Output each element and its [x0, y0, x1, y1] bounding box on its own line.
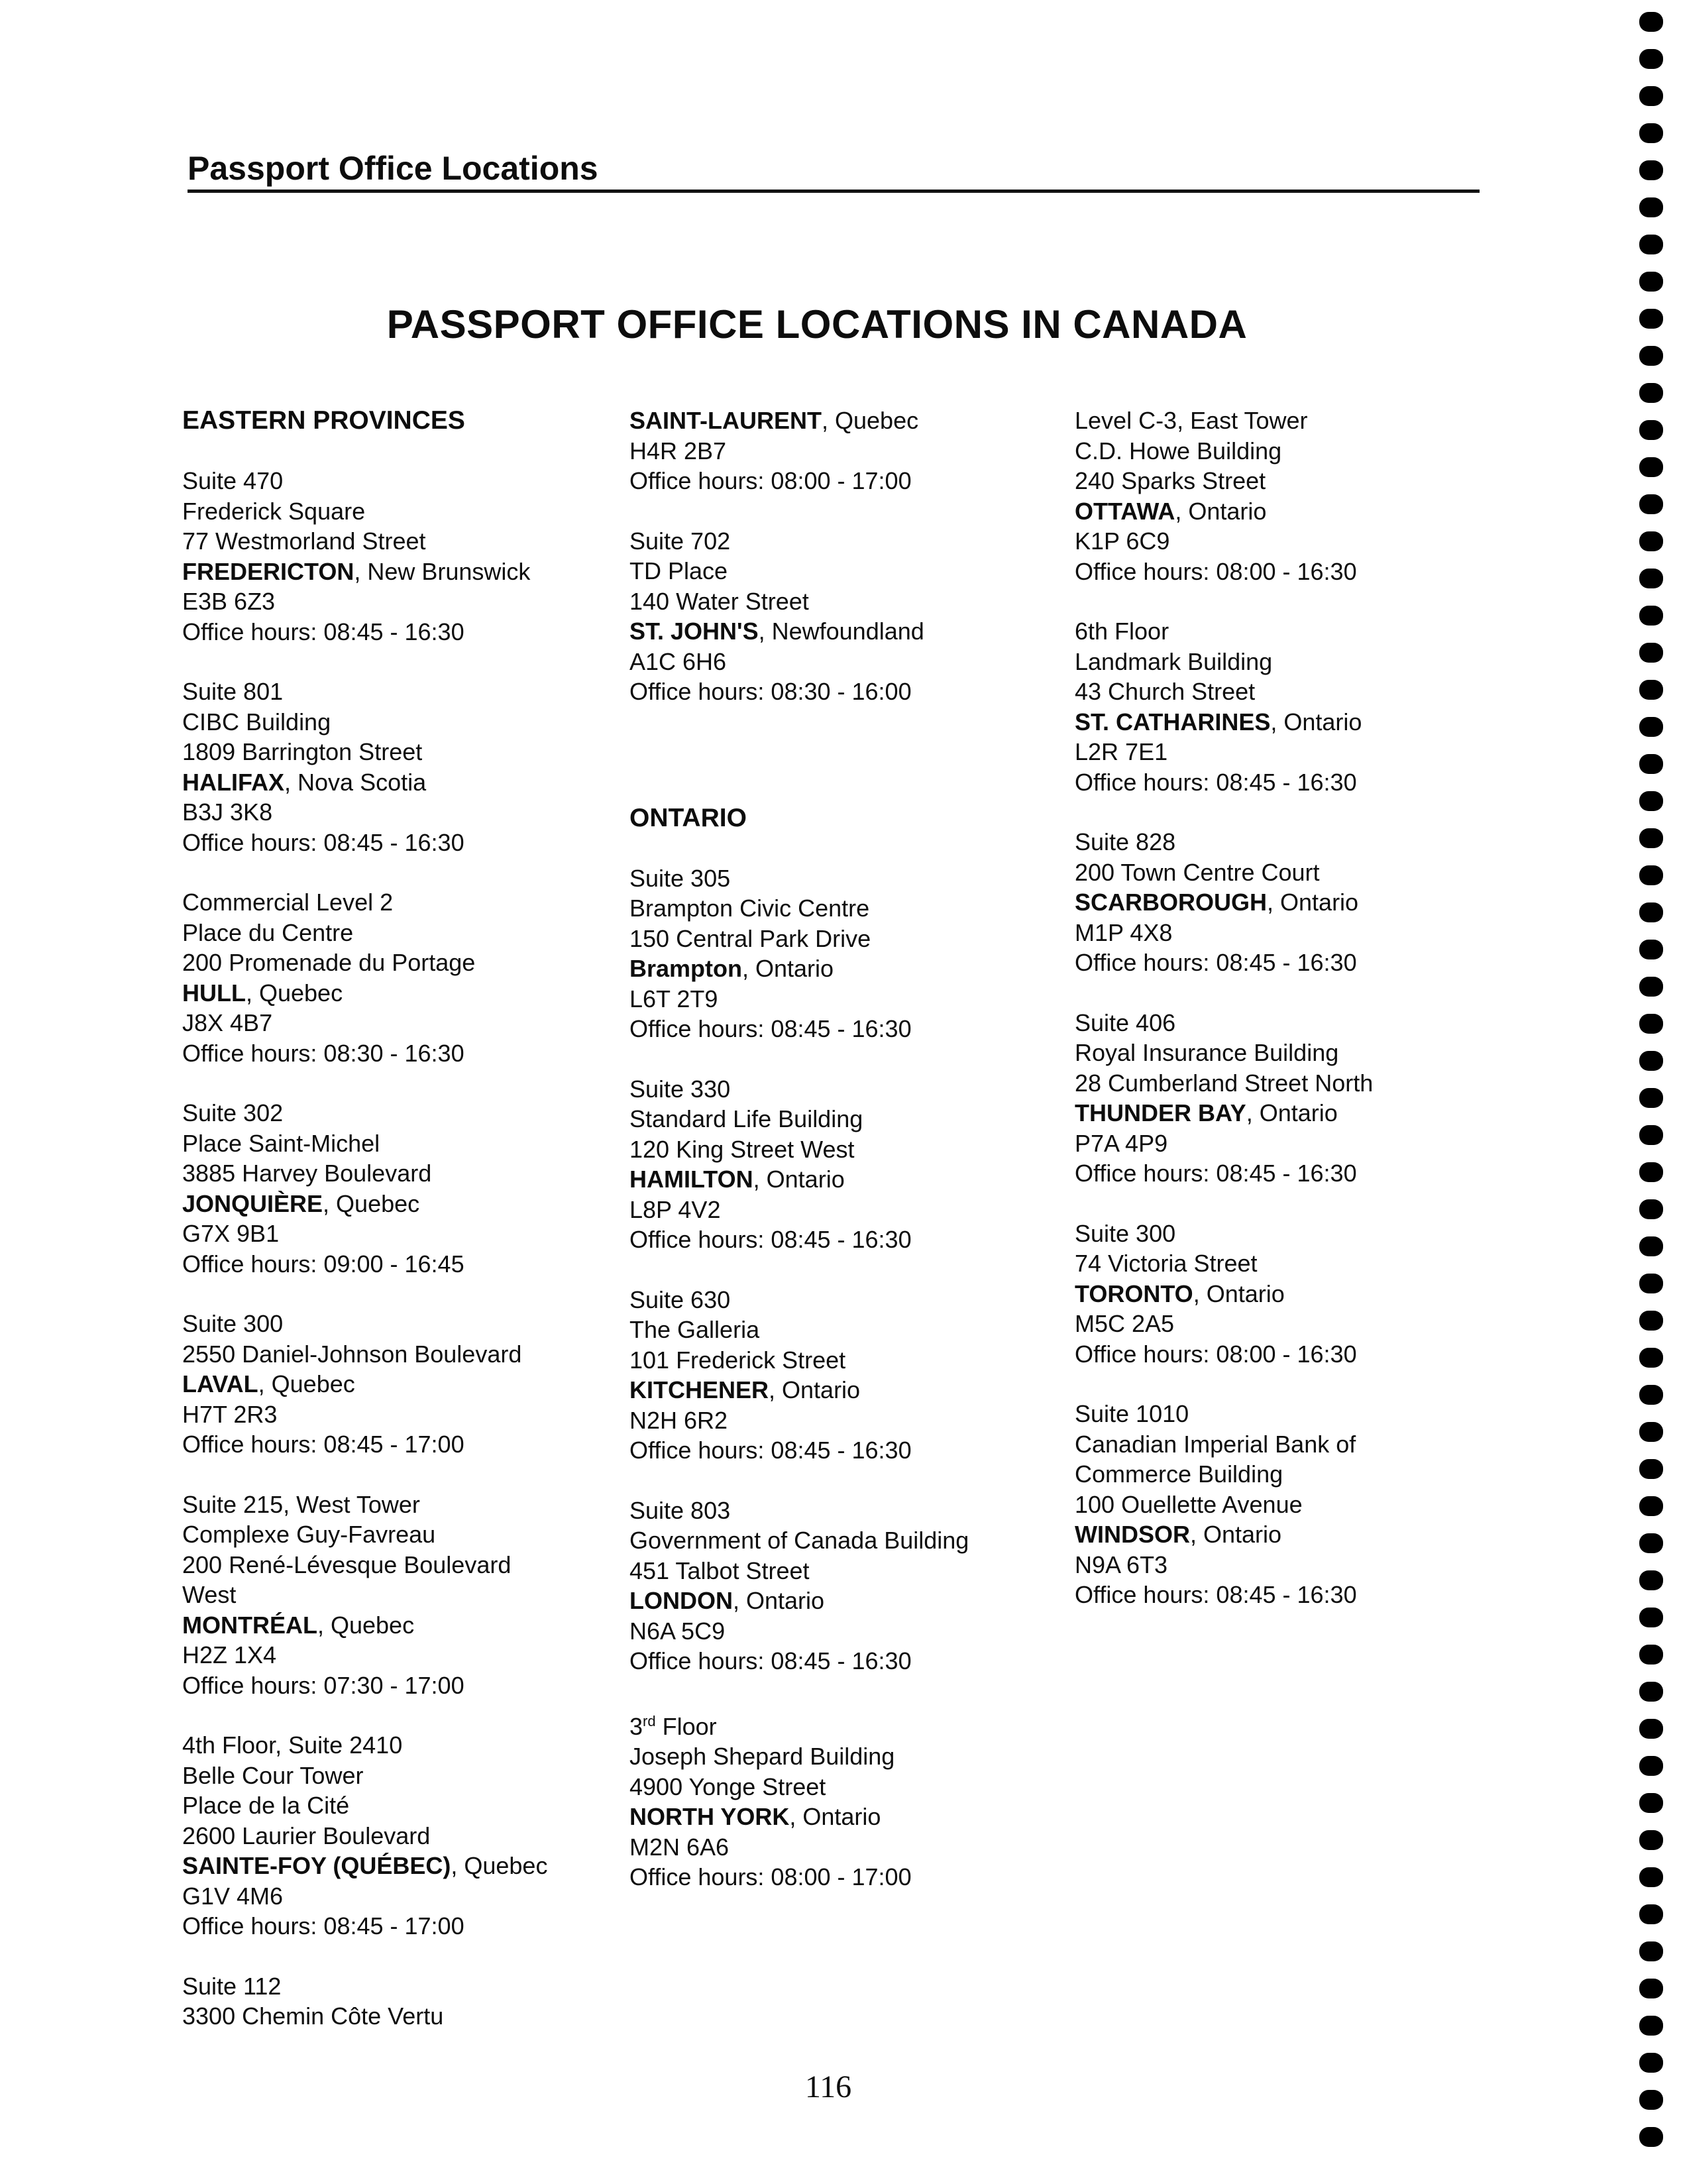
province-name: , Quebec — [258, 1370, 355, 1397]
city-province-line — [182, 1369, 620, 1399]
city-name: ST. JOHN'S — [629, 618, 759, 645]
office-hours: Office hours: 08:45 - 16:30 — [629, 1437, 912, 1464]
binding-hole — [1639, 977, 1663, 997]
office-list — [1075, 406, 1512, 1610]
binding-hole — [1639, 1422, 1663, 1442]
city-name: LAVAL — [182, 1370, 258, 1397]
office-entry — [182, 1490, 620, 1701]
postal-code: N6A 5C9 — [629, 1617, 726, 1645]
office-hours: Office hours: 08:45 - 16:30 — [629, 1226, 912, 1253]
binding-hole — [1639, 1051, 1663, 1071]
address-floor — [629, 1706, 1067, 1742]
binding-hole — [1639, 1199, 1663, 1219]
binding-hole — [1639, 865, 1663, 885]
address-line: 101 Frederick Street — [629, 1346, 846, 1374]
address-line: 1809 Barrington Street — [182, 738, 423, 765]
postal-code: L8P 4V2 — [629, 1195, 721, 1223]
binding-hole — [1639, 1533, 1663, 1553]
office-entry — [1075, 1219, 1512, 1370]
address-line: 120 King Street West — [629, 1135, 855, 1163]
postal-code: L2R 7E1 — [1075, 738, 1168, 765]
office-hours: Office hours: 08:00 - 17:00 — [629, 467, 912, 494]
city-name: SAINTE-FOY (QUÉBEC) — [182, 1852, 451, 1879]
binding-hole — [1639, 2053, 1663, 2073]
office-entry — [1075, 827, 1512, 978]
binding-hole — [1639, 1867, 1663, 1887]
office-entry — [629, 1706, 1067, 1892]
binding-hole — [1639, 160, 1663, 180]
binding-hole — [1639, 383, 1663, 403]
province-name: , Quebec — [317, 1611, 415, 1639]
address-line: Complexe Guy-Favreau — [182, 1521, 436, 1548]
province-name: , Ontario — [733, 1587, 825, 1614]
office-hours: Office hours: 08:45 - 16:30 — [182, 828, 464, 856]
address-line: CIBC Building — [182, 708, 331, 736]
address-line: Standard Life Building — [629, 1105, 863, 1132]
postal-code: N9A 6T3 — [1075, 1551, 1168, 1578]
office-hours: Office hours: 08:30 - 16:30 — [182, 1039, 464, 1067]
office-entry — [182, 1971, 620, 2032]
postal-code: H7T 2R3 — [182, 1400, 278, 1428]
address-line: 3300 Chemin Côte Vertu — [182, 2002, 444, 2030]
page-number: 116 — [804, 2069, 852, 2104]
section-heading-ontario: ONTARIO — [629, 803, 747, 832]
city-name: SCARBOROUGH — [1075, 889, 1268, 916]
binding-hole — [1639, 86, 1663, 106]
postal-code: J8X 4B7 — [182, 1009, 273, 1036]
office-hours: Office hours: 08:45 - 16:30 — [182, 618, 464, 645]
binding-hole — [1639, 1236, 1663, 1256]
binding-hole — [1639, 1979, 1663, 1998]
address-line: 4th Floor, Suite 2410 — [182, 1731, 403, 1759]
address-line: Suite 630 — [629, 1285, 731, 1313]
binding-holes-strip — [1639, 12, 1666, 2172]
binding-hole — [1639, 197, 1663, 217]
binding-hole — [1639, 1719, 1663, 1739]
office-hours: Office hours: 08:30 - 16:00 — [629, 678, 912, 705]
postal-code: M1P 4X8 — [1075, 918, 1173, 946]
office-hours: Office hours: 08:00 - 16:30 — [1075, 1340, 1357, 1368]
address-line: Suite 305 — [629, 864, 731, 892]
address-line: 74 Victoria Street — [1075, 1250, 1258, 1277]
city-province-line — [1075, 1098, 1512, 1128]
section-heading-eastern-provinces: EASTERN PROVINCES — [182, 406, 465, 435]
address-line: Landmark Building — [1075, 647, 1273, 675]
office-hours: Office hours: 08:45 - 17:00 — [182, 1431, 464, 1458]
column-ontario-continued — [1075, 406, 1512, 1640]
province-name: , Ontario — [1190, 1521, 1282, 1548]
binding-hole — [1639, 680, 1663, 700]
province-name: , Quebec — [822, 407, 919, 434]
binding-hole — [1639, 2127, 1663, 2147]
binding-hole — [1639, 420, 1663, 440]
binding-hole — [1639, 606, 1663, 626]
binding-hole — [1639, 1608, 1663, 1627]
address-line: The Galleria — [629, 1316, 760, 1343]
postal-code: L6T 2T9 — [629, 985, 718, 1012]
city-province-line — [182, 557, 620, 587]
binding-hole — [1639, 457, 1663, 477]
binding-hole — [1639, 569, 1663, 588]
address-line: Suite 330 — [629, 1075, 731, 1103]
city-province-line — [1075, 707, 1512, 737]
binding-hole — [1639, 1274, 1663, 1293]
city-province-line — [182, 978, 620, 1009]
binding-hole — [1639, 531, 1663, 551]
binding-hole — [1639, 1014, 1663, 1034]
province-name: , Ontario — [789, 1803, 881, 1830]
postal-code: B3J 3K8 — [182, 798, 273, 826]
city-name: ST. CATHARINES — [1075, 708, 1271, 736]
province-name: , Ontario — [1270, 708, 1362, 736]
address-line: Suite 300 — [182, 1310, 284, 1337]
office-hours: Office hours: 08:45 - 16:30 — [629, 1015, 912, 1042]
city-province-line — [629, 1586, 1067, 1616]
city-name: HAMILTON — [629, 1166, 753, 1193]
office-hours: Office hours: 09:00 - 16:45 — [182, 1250, 464, 1278]
binding-hole — [1639, 346, 1663, 366]
binding-hole — [1639, 791, 1663, 811]
office-entry — [182, 466, 620, 647]
address-line: TD Place — [629, 557, 728, 584]
binding-hole — [1639, 1682, 1663, 1702]
office-list — [629, 406, 1067, 707]
city-province-line — [1075, 1519, 1512, 1550]
city-province-line — [182, 1610, 620, 1641]
province-name: , Quebec — [245, 979, 343, 1007]
office-hours: Office hours: 08:00 - 16:30 — [1075, 557, 1357, 585]
office-hours: Office hours: 07:30 - 17:00 — [182, 1671, 464, 1699]
postal-code: E3B 6Z3 — [182, 588, 276, 615]
office-hours: Office hours: 08:00 - 17:00 — [629, 1863, 912, 1890]
address-line: 28 Cumberland Street North — [1075, 1069, 1374, 1097]
address-line: Frederick Square — [182, 497, 366, 525]
office-entry — [629, 1496, 1067, 1676]
city-name: OTTAWA — [1075, 497, 1175, 525]
office-entry — [182, 677, 620, 857]
city-province-line — [182, 1189, 620, 1219]
postal-code: G7X 9B1 — [182, 1220, 280, 1247]
office-entry — [182, 1730, 620, 1941]
floor-ordinal-suffix: rd — [643, 1712, 656, 1729]
address-line: Suite 302 — [182, 1099, 284, 1126]
address-line: 150 Central Park Drive — [629, 924, 871, 952]
city-name: HALIFAX — [182, 768, 285, 796]
binding-hole — [1639, 828, 1663, 848]
office-hours: Office hours: 08:45 - 16:30 — [629, 1647, 912, 1674]
province-name: , Ontario — [769, 1376, 861, 1403]
address-line: Suite 801 — [182, 678, 284, 705]
address-line: Commercial Level 2 — [182, 889, 394, 916]
city-province-line — [629, 1164, 1067, 1195]
binding-hole — [1639, 309, 1663, 329]
office-hours: Office hours: 08:45 - 16:30 — [1075, 1581, 1357, 1608]
address-line: Commerce Building — [1075, 1460, 1283, 1488]
postal-code: K1P 6C9 — [1075, 527, 1170, 555]
address-line: Brampton Civic Centre — [629, 895, 870, 922]
province-name: , Nova Scotia — [284, 768, 427, 796]
address-line: Royal Insurance Building — [1075, 1039, 1339, 1066]
binding-hole — [1639, 1645, 1663, 1665]
city-province-line — [182, 1851, 620, 1881]
city-province-line — [629, 406, 1067, 436]
address-line: Suite 215, West Tower — [182, 1490, 420, 1518]
province-name: , Ontario — [1246, 1099, 1338, 1126]
office-hours: Office hours: 08:45 - 16:30 — [1075, 768, 1357, 796]
office-entry — [182, 887, 620, 1068]
binding-hole — [1639, 1162, 1663, 1182]
postal-code: G1V 4M6 — [182, 1882, 284, 1910]
city-name: HULL — [182, 979, 246, 1007]
binding-hole — [1639, 2090, 1663, 2110]
city-name: JONQUIÈRE — [182, 1189, 323, 1217]
address-line: 2600 Laurier Boulevard — [182, 1822, 431, 1849]
binding-hole — [1639, 754, 1663, 774]
city-province-line — [629, 616, 1067, 647]
binding-hole — [1639, 1496, 1663, 1516]
city-name: Brampton — [629, 955, 742, 982]
postal-code: H4R 2B7 — [629, 437, 727, 464]
city-province-line — [1075, 1279, 1512, 1309]
address-line: Place Saint-Michel — [182, 1129, 380, 1157]
address-line: Canadian Imperial Bank of — [1075, 1430, 1356, 1458]
address-line: 43 Church Street — [1075, 678, 1256, 705]
binding-hole — [1639, 494, 1663, 514]
address-line: Belle Cour Tower — [182, 1761, 364, 1789]
address-line: 2550 Daniel-Johnson Boulevard — [182, 1340, 522, 1368]
binding-hole — [1639, 1088, 1663, 1108]
binding-hole — [1639, 1125, 1663, 1145]
address-line: Suite 470 — [182, 467, 284, 494]
province-name: , Newfoundland — [758, 618, 924, 645]
address-line: Government of Canada Building — [629, 1527, 969, 1554]
office-entry — [1075, 616, 1512, 797]
binding-hole — [1639, 2016, 1663, 2036]
address-line: Suite 406 — [1075, 1009, 1176, 1036]
province-name: , Quebec — [451, 1852, 548, 1879]
binding-hole — [1639, 1904, 1663, 1924]
office-hours: Office hours: 08:45 - 16:30 — [1075, 1160, 1357, 1187]
binding-hole — [1639, 717, 1663, 737]
binding-hole — [1639, 1311, 1663, 1331]
binding-hole — [1639, 1459, 1663, 1479]
city-name: MONTRÉAL — [182, 1611, 317, 1639]
address-line: 4900 Yonge Street — [629, 1773, 826, 1800]
office-entry — [629, 863, 1067, 1044]
province-name: , Ontario — [1267, 889, 1359, 916]
office-hours: Office hours: 08:45 - 17:00 — [182, 1912, 464, 1939]
column-eastern-provinces — [182, 406, 620, 2061]
province-name: , Ontario — [742, 955, 834, 982]
binding-hole — [1639, 272, 1663, 292]
city-name: SAINT-LAURENT — [629, 407, 822, 434]
city-name: NORTH YORK — [629, 1803, 790, 1830]
city-name: TORONTO — [1075, 1280, 1193, 1307]
address-line: 200 René-Lévesque Boulevard — [182, 1551, 512, 1578]
postal-code: M5C 2A5 — [1075, 1310, 1175, 1337]
postal-code: H2Z 1X4 — [182, 1641, 277, 1668]
office-hours: Office hours: 08:45 - 16:30 — [1075, 949, 1357, 976]
city-province-line — [629, 1802, 1067, 1832]
binding-hole — [1639, 12, 1663, 32]
binding-hole — [1639, 940, 1663, 959]
running-header: Passport Office Locations — [188, 148, 1480, 193]
city-name: WINDSOR — [1075, 1521, 1190, 1548]
postal-code: A1C 6H6 — [629, 647, 727, 675]
address-line: 3885 Harvey Boulevard — [182, 1160, 432, 1187]
address-line: C.D. Howe Building — [1075, 437, 1282, 464]
address-line: Level C-3, East Tower — [1075, 407, 1308, 434]
address-line: Suite 1010 — [1075, 1400, 1189, 1427]
city-province-line — [182, 767, 620, 798]
city-name: FREDERICTON — [182, 557, 354, 585]
section-gap — [629, 737, 1067, 803]
office-list — [629, 863, 1067, 1892]
address-line: Suite 828 — [1075, 828, 1176, 855]
city-name: LONDON — [629, 1587, 733, 1614]
column-quebec-ontario — [629, 406, 1067, 1922]
city-province-line — [1075, 887, 1512, 918]
address-line: Suite 112 — [182, 1972, 282, 2000]
address-line: Place de la Cité — [182, 1792, 350, 1819]
province-name: , Quebec — [323, 1189, 420, 1217]
address-line: West — [182, 1581, 237, 1608]
postal-code: N2H 6R2 — [629, 1406, 728, 1434]
address-line: Place du Centre — [182, 918, 354, 946]
city-name: THUNDER BAY — [1075, 1099, 1246, 1126]
binding-hole — [1639, 643, 1663, 663]
binding-hole — [1639, 49, 1663, 69]
city-province-line — [629, 954, 1067, 984]
address-line: 100 Ouellette Avenue — [1075, 1490, 1303, 1518]
office-entry — [629, 406, 1067, 496]
office-list — [182, 466, 620, 2032]
binding-hole — [1639, 1793, 1663, 1813]
province-name: , New Brunswick — [354, 557, 531, 585]
address-line: Joseph Shepard Building — [629, 1743, 895, 1770]
floor-number: 3 — [629, 1712, 643, 1740]
page-title: PASSPORT OFFICE LOCATIONS IN CANADA — [386, 302, 1248, 347]
binding-hole — [1639, 235, 1663, 254]
address-line: 140 Water Street — [629, 587, 809, 615]
address-line: Suite 300 — [1075, 1219, 1176, 1247]
city-province-line — [629, 1375, 1067, 1405]
address-line: 240 Sparks Street — [1075, 467, 1266, 494]
office-entry — [629, 1285, 1067, 1466]
office-entry — [1075, 1399, 1512, 1610]
province-name: , Ontario — [1193, 1280, 1285, 1307]
city-province-line — [1075, 496, 1512, 527]
postal-code: P7A 4P9 — [1075, 1129, 1168, 1157]
office-entry — [629, 1074, 1067, 1255]
binding-hole — [1639, 902, 1663, 922]
binding-hole — [1639, 1570, 1663, 1590]
city-name: KITCHENER — [629, 1376, 769, 1403]
address-line: 200 Promenade du Portage — [182, 949, 476, 976]
binding-hole — [1639, 1830, 1663, 1850]
address-line: 451 Talbot Street — [629, 1556, 810, 1584]
floor-word: Floor — [655, 1712, 717, 1740]
address-line: 200 Town Centre Court — [1075, 858, 1320, 886]
office-entry — [182, 1309, 620, 1460]
postal-code: M2N 6A6 — [629, 1833, 730, 1861]
office-entry — [182, 1098, 620, 1279]
address-line: Suite 702 — [629, 527, 731, 555]
office-entry — [1075, 1008, 1512, 1189]
office-entry — [1075, 406, 1512, 586]
binding-hole — [1639, 1348, 1663, 1368]
office-entry — [629, 526, 1067, 707]
address-line: Suite 803 — [629, 1496, 731, 1524]
binding-hole — [1639, 1385, 1663, 1405]
binding-hole — [1639, 1756, 1663, 1776]
province-name: , Ontario — [1175, 497, 1267, 525]
address-line: 6th Floor — [1075, 618, 1169, 645]
binding-hole — [1639, 1941, 1663, 1961]
address-line: 77 Westmorland Street — [182, 527, 426, 555]
province-name: , Ontario — [753, 1166, 845, 1193]
binding-hole — [1639, 123, 1663, 143]
